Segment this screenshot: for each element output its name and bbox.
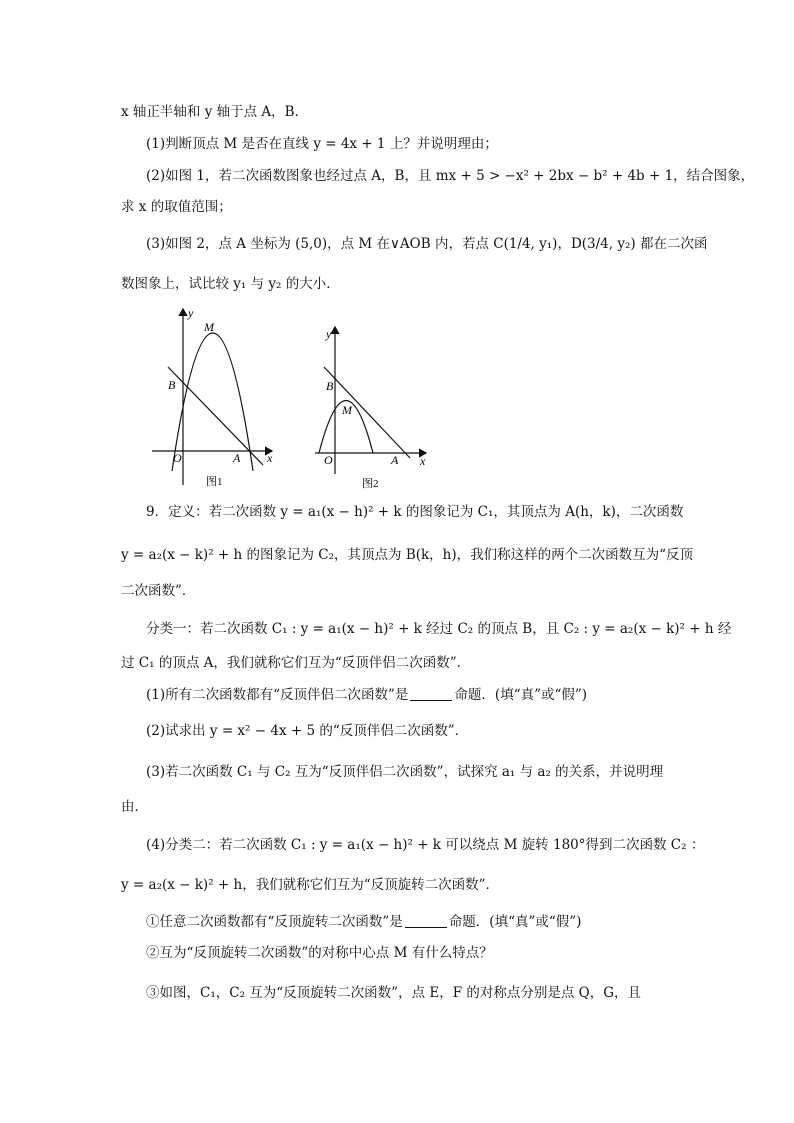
text-line: (2)如图 1，若二次函数图象也经过点 A，B，且 mx + 5 > −x² + 2bx − b² + 4b + 1，结合图象，: [146, 168, 755, 184]
label-a: A: [233, 451, 241, 465]
question-text: 命题．(填“真”或“假”): [454, 687, 588, 703]
text-line: (3)若二次函数 C₁ 与 C₂ 互为“反顶伴侣二次函数”，试探究 a₁ 与 a₂ 的关系，并说明理: [146, 764, 664, 780]
text-line: 过 C₁ 的顶点 A，我们就称它们互为“反顶伴侣二次函数”．: [121, 655, 471, 671]
figure-1: [146, 305, 286, 490]
line-ab: [168, 367, 263, 465]
answer-blank: [405, 913, 447, 928]
question-text: ①任意二次函数都有“反顶旋转二次函数”是: [146, 914, 403, 930]
label-o: O: [173, 451, 182, 465]
label-y: y: [326, 327, 332, 341]
text-line: y = a₂(x − k)² + h 的图象记为 C₂，其顶点为 B(k，h)，我们称这样的两个二次函数互为“反顶: [121, 547, 694, 563]
label-a: A: [391, 453, 399, 467]
text-line: (4)分类二：若二次函数 C₁ : y = a₁(x − h)² + k 可以绕点 M 旋转 180°得到二次函数 C₂ ：: [146, 837, 705, 853]
label-x: x: [267, 451, 273, 465]
text-line: 二次函数”．: [121, 583, 196, 599]
text-line: [146, 685, 587, 705]
text-line: 分类一：若二次函数 C₁ : y = a₁(x − h)² + k 经过 C₂ 的顶点 B，且 C₂ : y = a₂(x − k)² + h 经: [146, 621, 732, 637]
text-line: ③如图，C₁，C₂ 互为“反顶旋转二次函数”，点 E，F 的对称点分别是点 Q，G，且: [146, 985, 642, 1001]
label-o: O: [324, 453, 333, 467]
figure-caption: 图2: [362, 478, 379, 490]
label-m: M: [204, 320, 214, 334]
line-ab: [324, 367, 410, 458]
question-text: 命题．(填“真”或“假”): [448, 914, 582, 930]
text-line: 数图象上，试比较 y₁ 与 y₂ 的大小．: [121, 276, 340, 292]
text-line: (2)试求出 y = x² − 4x + 5 的“反顶伴侣二次函数”．: [146, 723, 469, 739]
text-line: (3)如图 2，点 A 坐标为 (5,0)，点 M 在∨AOB 内，若点 C(1/4, y₁)，D(3/4, y₂) 都在二次函: [146, 236, 708, 252]
label-b: B: [168, 378, 176, 392]
label-m: M: [342, 403, 352, 417]
text-line: x 轴正半轴和 y 轴于点 A，B．: [121, 104, 309, 120]
answer-blank: [410, 686, 452, 701]
parabola: [172, 333, 253, 471]
figure-2: [312, 322, 437, 492]
text-line: 9．定义：若二次函数 y = a₁(x − h)² + k 的图象记为 C₁，其顶点为 A(h，k)，二次函数: [146, 504, 684, 520]
text-line: (1)判断顶点 M 是否在直线 y = 4x + 1 上？并说明理由；: [146, 136, 498, 152]
text-line: y = a₂(x − k)² + h，我们就称它们互为“反顶旋转二次函数”．: [121, 877, 500, 893]
text-line: 由．: [121, 799, 148, 815]
label-y: y: [188, 306, 194, 320]
figure-caption: 图1: [206, 476, 223, 488]
question-text: (1)所有二次函数都有“反顶伴侣二次函数”是: [146, 687, 409, 703]
label-b: B: [326, 379, 334, 393]
text-line: 求 x 的取值范围；: [121, 199, 232, 215]
text-line: [146, 912, 581, 932]
text-line: ②互为“反顶旋转二次函数”的对称中心点 M 有什么特点？: [146, 945, 493, 961]
label-x: x: [420, 454, 426, 468]
